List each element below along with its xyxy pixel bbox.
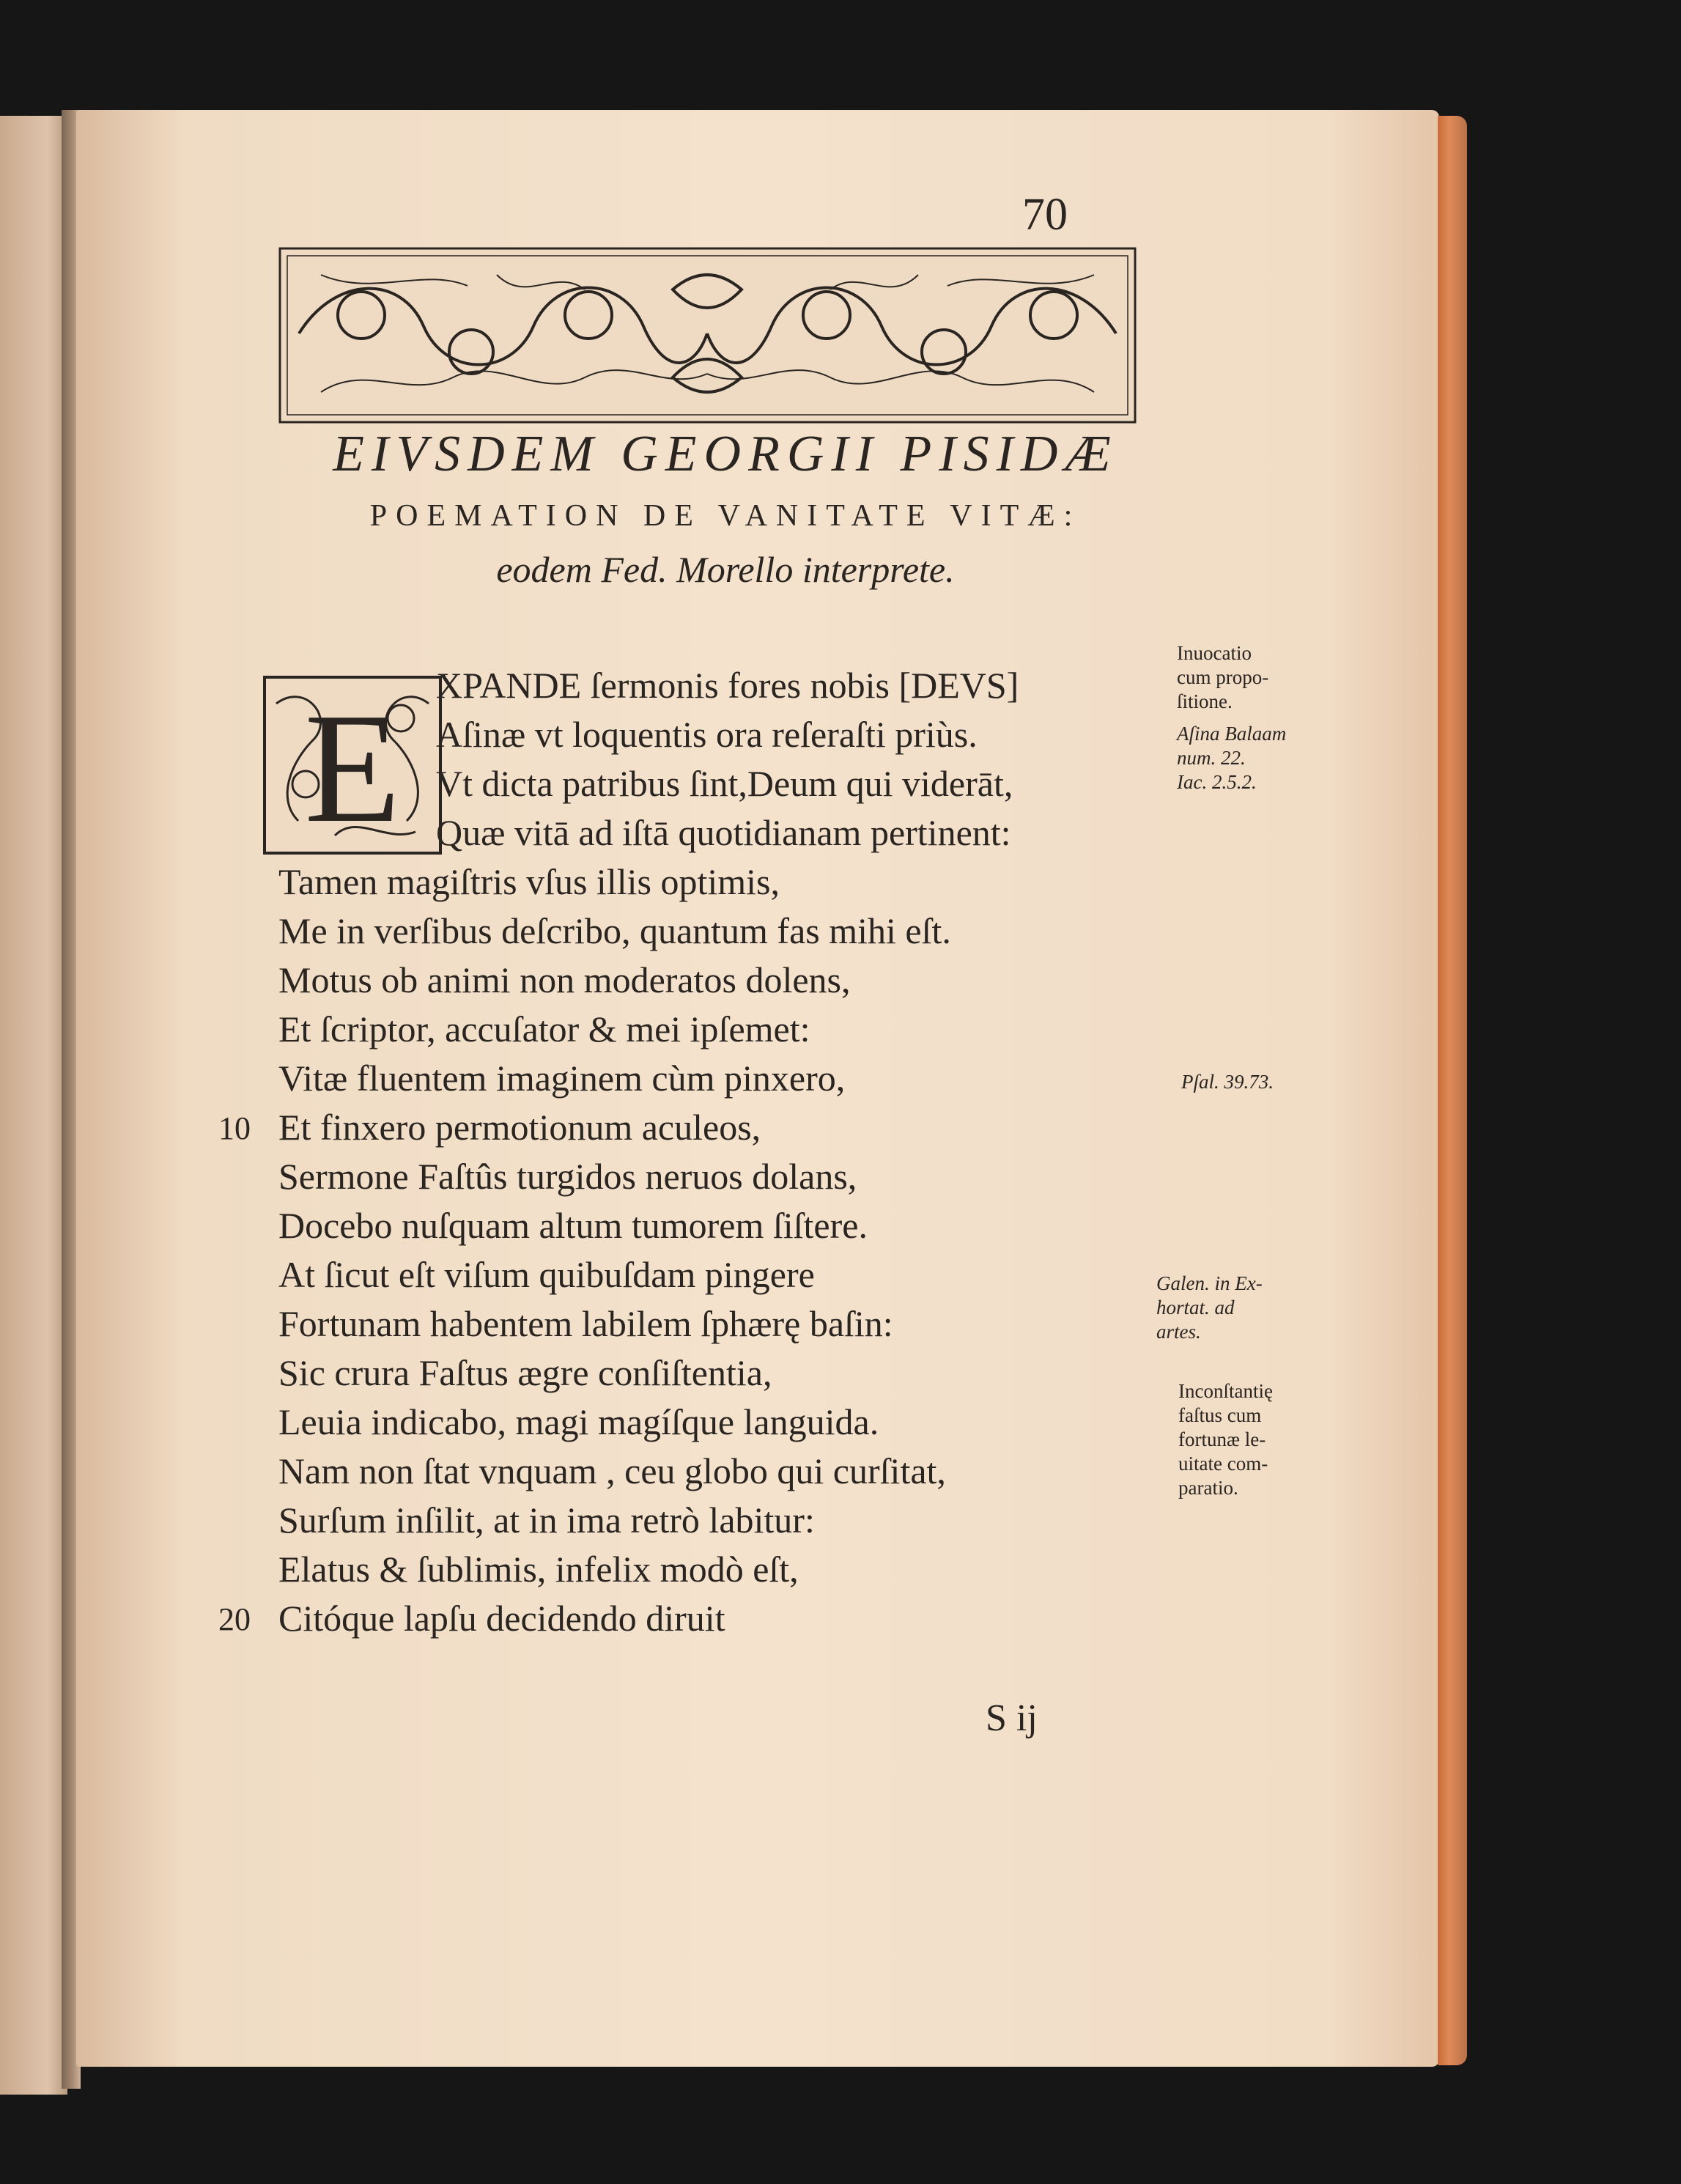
verse-line: Fortunam habentem labilem ſphærę baſin:: [278, 1303, 893, 1344]
verse-line: Et finxero permotionum aculeos,: [278, 1107, 761, 1148]
verse-line: At ſicut eſt viſum quibuſdam pingere: [278, 1254, 815, 1295]
verse-line: Citóque lapſu decidendo diruit: [278, 1598, 725, 1639]
left-page-edge: [0, 116, 67, 2095]
verse-line: Surſum inſilit, at in ima retrò labitur:: [278, 1499, 815, 1541]
marginal-note: Galen. in Ex- hortat. ad artes.: [1156, 1272, 1263, 1343]
verse-line: Vitæ fluentem imaginem cùm pinxero,: [278, 1058, 846, 1099]
title-author: EIVSDEM GEORGII PISIDÆ: [333, 426, 1118, 482]
title-poem: POEMATION DE VANITATE VITÆ:: [369, 499, 1082, 533]
initial-letter: E: [304, 680, 401, 855]
verse-line: Sermone Faſtûs turgidos neruos dolans,: [278, 1156, 857, 1197]
page-edge: [1438, 116, 1467, 2065]
verse-line: Aſinæ vt loquentis ora reſeraſti priùs.: [436, 714, 978, 755]
decorated-initial: [262, 674, 443, 856]
verse-line: Elatus & ſublimis, infelix modò eſt,: [278, 1549, 799, 1590]
verse-line: Nam non ſtat vnquam , ceu globo qui curſitat,: [278, 1450, 946, 1491]
verse-line: Tamen magiſtris vſus illis optimis,: [278, 861, 780, 902]
verse-line: Quæ vitā ad iſtā quotidianam pertinent:: [436, 812, 1011, 853]
marginal-note: Inconſtantię faſtus cum fortunæ le- uitate com- paratio.: [1178, 1380, 1273, 1499]
title-translator: eodem Fed. Morello interprete.: [496, 549, 955, 590]
marginal-note: Aſina Balaam num. 22. Iac. 2.5.2.: [1177, 723, 1287, 793]
verse-line: XPANDE ſermonis fores nobis [DEVS]: [436, 665, 1019, 706]
verse-line: Leuia indicabo, magi magíſque languida.: [278, 1401, 879, 1442]
headpiece-ornament: [277, 246, 1138, 425]
signature-mark: S ij: [986, 1697, 1038, 1739]
verse-line: Vt dicta patribus ſint,Deum qui viderāt,: [436, 763, 1013, 804]
line-number-10: 10: [218, 1110, 251, 1146]
line-number-20: 20: [218, 1601, 251, 1637]
verse-line: Me in verſibus deſcribo, quantum fas mihi eſt.: [278, 910, 951, 951]
marginal-note: Inuocatio cum propo- ſitione.: [1177, 642, 1269, 712]
verse-line: Sic crura Faſtus ægre conſiſtentia,: [278, 1352, 772, 1393]
page-number: 70: [1022, 190, 1068, 240]
verse-line: Docebo nuſquam altum tumorem ſiſtere.: [278, 1205, 868, 1246]
verse-line: Et ſcriptor, accuſator & mei ipſemet:: [278, 1008, 810, 1049]
verse-line: Motus ob animi non moderatos dolens,: [278, 959, 851, 1000]
marginal-note: Pſal. 39.73.: [1181, 1071, 1274, 1093]
